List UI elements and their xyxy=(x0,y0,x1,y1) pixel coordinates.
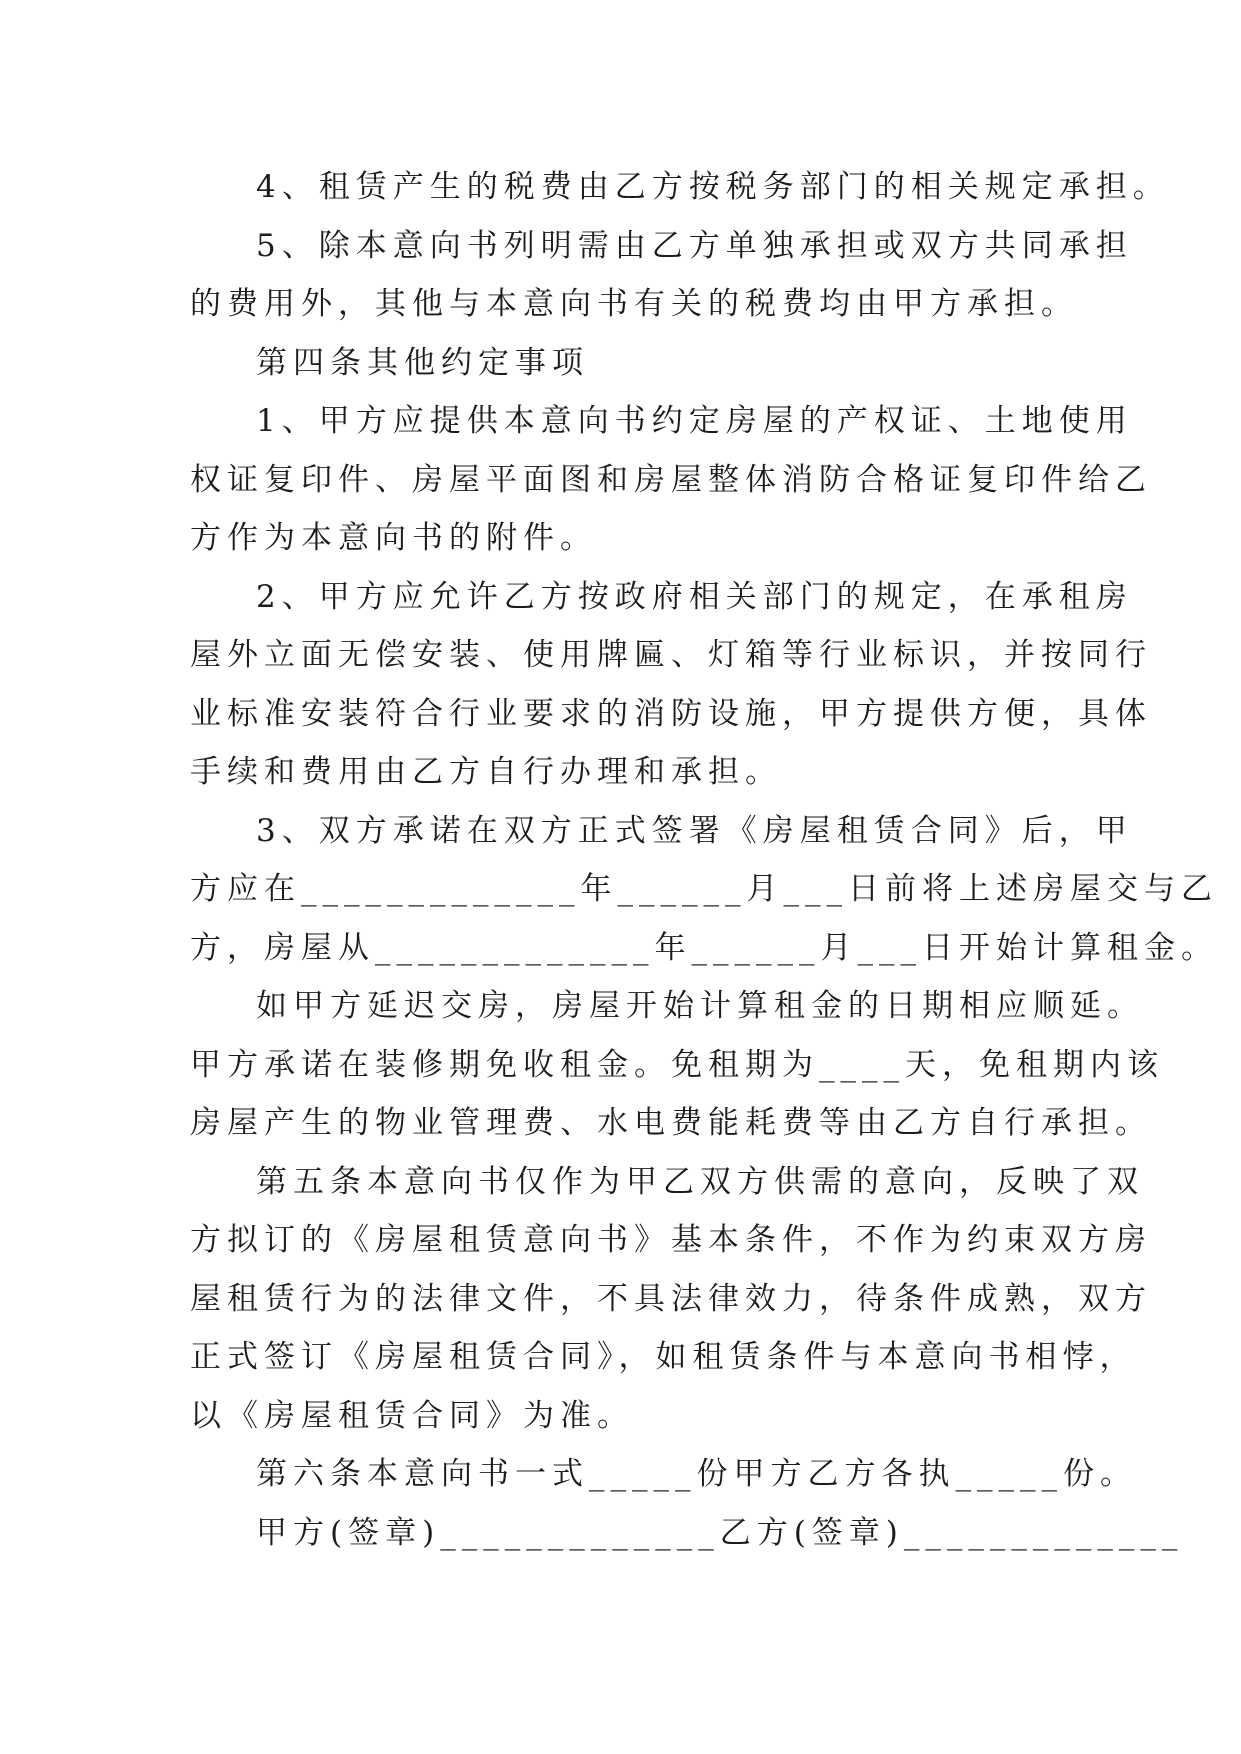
text-line: 屋租赁行为的法律文件，不具法律效力，待条件成熟，双方 xyxy=(190,1280,1152,1317)
text-line: 3、双方承诺在双方正式签署《房屋租赁合同》后，甲 xyxy=(256,812,1133,849)
text-line: 1、甲方应提供本意向书约定房屋的产权证、土地使用 xyxy=(256,403,1133,439)
signature-line xyxy=(190,1504,1184,1563)
article-5 xyxy=(190,1153,1152,1446)
text-line: 甲方(签章)_____________乙方(签章)_____________ xyxy=(256,1514,1184,1551)
text-line: 以《房屋租赁合同》为准。 xyxy=(190,1397,634,1434)
text-line: 甲方承诺在装修期免收租金。免租期为____天，免租期内该 xyxy=(190,1046,1164,1083)
document-body xyxy=(190,158,1218,1562)
text-line: 方应在_____________年______月___日前将上述房屋交与乙 xyxy=(190,871,1218,907)
text-line: 正式签订《房屋租赁合同》，如租赁条件与本意向书相悖， xyxy=(190,1339,1137,1375)
text-line: 4、租赁产生的税费由乙方按税务部门的相关规定承担。 xyxy=(256,169,1170,205)
text-line: 手续和费用由乙方自行办理和承担。 xyxy=(190,754,782,790)
text-line: 2、甲方应允许乙方按政府相关部门的规定，在承租房 xyxy=(256,578,1133,615)
article-4-item-3 xyxy=(190,802,1218,978)
text-line: 房屋产生的物业管理费、水电费能耗费等由乙方自行承担。 xyxy=(190,1105,1152,1141)
text-line: 的费用外，其他与本意向书有关的税费均由甲方承担。 xyxy=(190,286,1078,322)
clause-5-other-fees xyxy=(190,217,1133,334)
text-line: 第六条本意向书一式_____份甲方乙方各执_____份。 xyxy=(256,1456,1137,1492)
text-line: 权证复印件、房屋平面图和房屋整体消防合格证复印件给乙 xyxy=(190,461,1152,498)
text-line: 屋外立面无偿安装、使用牌匾、灯箱等行业标识，并按同行 xyxy=(190,637,1152,673)
text-line: 方，房屋从_____________年______月___日开始计算租金。 xyxy=(190,929,1218,966)
delay-and-rent-free xyxy=(190,977,1164,1153)
text-line: 如甲方延迟交房，房屋开始计算租金的日期相应顺延。 xyxy=(256,988,1144,1024)
article-6 xyxy=(190,1445,1137,1504)
text-line: 第四条其他约定事项 xyxy=(256,344,589,381)
article-4-heading xyxy=(190,334,1070,393)
clause-4-tax xyxy=(190,158,1170,217)
article-4-item-2 xyxy=(190,568,1152,802)
text-line: 方作为本意向书的附件。 xyxy=(190,520,597,556)
text-line: 5、除本意向书列明需由乙方单独承担或双方共同承担 xyxy=(256,227,1133,264)
text-line: 业标准安装符合行业要求的消防设施，甲方提供方便，具体 xyxy=(190,695,1152,732)
article-4-item-1 xyxy=(190,392,1152,568)
text-line: 第五条本意向书仅作为甲乙双方供需的意向，反映了双 xyxy=(256,1163,1144,1200)
text-line: 方拟订的《房屋租赁意向书》基本条件，不作为约束双方房 xyxy=(190,1222,1152,1258)
